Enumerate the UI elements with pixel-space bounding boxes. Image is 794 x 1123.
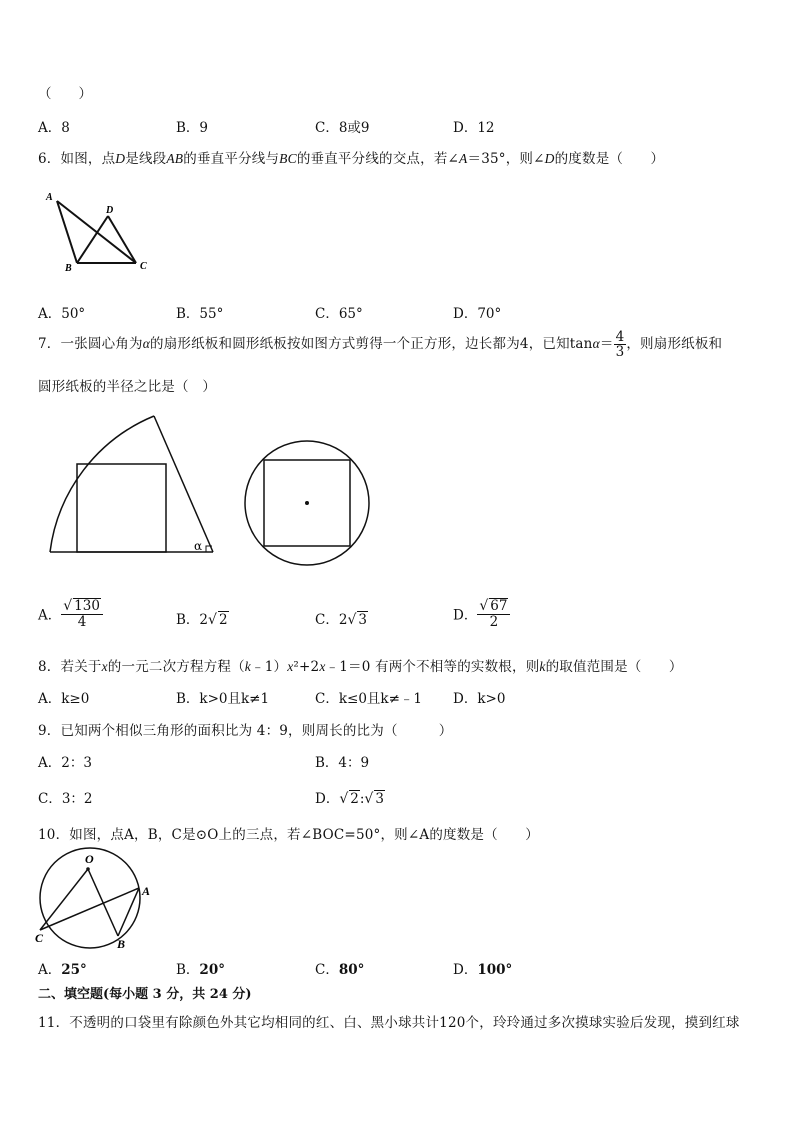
option-c — [315, 116, 370, 136]
var-a: A — [459, 151, 468, 166]
option-c — [315, 958, 364, 978]
q8-text: 的一元二次方程方程（ — [107, 659, 245, 675]
option-label: D． — [453, 607, 478, 624]
option-text: k>0 — [477, 691, 506, 707]
option-b — [176, 116, 208, 136]
var-x: x — [319, 659, 326, 674]
option-text: 55° — [199, 306, 224, 322]
q6-triangle-figure — [40, 188, 160, 278]
option-label: B． — [176, 306, 200, 322]
q7-text: 7．一张圆心角为 — [38, 336, 143, 353]
option-b — [315, 751, 369, 771]
option-label: C． — [315, 962, 339, 978]
q8-text: ﹣1） — [251, 659, 288, 675]
option-label: C． — [315, 612, 339, 628]
option-label: A． — [38, 607, 62, 624]
option-d — [453, 302, 501, 322]
option-text: 65° — [338, 306, 363, 322]
option-text: 100° — [477, 962, 513, 978]
option-text: 8或9 — [338, 120, 370, 136]
option-label: C． — [315, 306, 339, 322]
option-text: 25° — [61, 962, 87, 978]
option-label: C． — [315, 691, 339, 707]
radicand: 3 — [375, 791, 384, 807]
radicand: 2 — [350, 791, 359, 807]
option-text: 4：9 — [338, 755, 370, 771]
option-text: 50° — [61, 306, 86, 322]
option-d — [453, 958, 512, 978]
option-text: 3：2 — [61, 791, 93, 807]
option-label: A． — [38, 691, 62, 707]
option-a — [38, 958, 87, 978]
option-c — [315, 302, 363, 322]
radicand: 2 — [218, 612, 228, 628]
option-label: B． — [176, 120, 200, 136]
ratio-separator: : — [359, 791, 365, 807]
fraction-numerator: √ 67 — [477, 598, 510, 615]
radicand: 130 — [74, 598, 100, 614]
var-d: D — [544, 151, 555, 166]
label-b: B — [117, 937, 126, 951]
fraction-numerator: √ 130 — [61, 598, 103, 615]
label-alpha: α — [194, 539, 203, 553]
q6-text: 的垂直平分线的交点，若∠ — [296, 151, 460, 167]
q7-text: 的扇形纸板和圆形纸板按如图方式剪得一个正方形，边长都为4，已知tan — [150, 336, 593, 353]
section-title: 二、填空题(每小题 3 分，共 24 分) — [38, 987, 252, 1002]
q7-text: ，则扇形纸板和 — [626, 336, 723, 353]
option-a — [38, 687, 89, 707]
fraction-numerator: 4 — [615, 329, 625, 345]
q6-text: 6．如图，点 — [38, 151, 116, 167]
option-label: B． — [315, 755, 339, 771]
option-label: B． — [176, 962, 200, 978]
option-label: D． — [453, 306, 478, 322]
q7-question-line2: 圆形纸板的半径之比是（ ） — [38, 379, 217, 395]
label-o: O — [85, 852, 94, 866]
var-alpha: α — [592, 336, 600, 352]
option-a — [38, 116, 70, 136]
coefficient: 2 — [199, 612, 209, 628]
fraction-denominator: 2 — [489, 613, 499, 630]
option-text: 70° — [477, 306, 502, 322]
q10-question: 10．如图，点A，B，C是⊙O上的三点，若∠BOC=50°，则∠A的度数是（ ） — [38, 827, 539, 843]
option-label: A． — [38, 962, 62, 978]
option-label: B． — [176, 691, 200, 707]
fraction — [477, 598, 510, 629]
fraction-denominator: 3 — [615, 344, 625, 361]
option-c — [38, 787, 93, 807]
q5-paren: （ ） — [38, 86, 92, 102]
q6-question — [38, 147, 664, 167]
option-label: B． — [176, 612, 200, 628]
option-text: k≤0且k≠﹣1 — [338, 691, 423, 707]
fraction — [61, 598, 103, 629]
option-label: D． — [453, 962, 478, 978]
option-b — [176, 302, 223, 322]
var-k: k — [539, 659, 546, 674]
option-text: 12 — [477, 120, 495, 136]
option-text: 80° — [338, 962, 365, 978]
q6-text: 的度数是（ ） — [554, 151, 665, 167]
var-bc: BC — [279, 151, 297, 166]
option-text: 2：3 — [61, 755, 92, 771]
option-text: k≥0 — [61, 691, 90, 707]
option-d — [453, 687, 505, 707]
option-label: A． — [38, 306, 62, 322]
q8-text: 8．若关于 — [38, 659, 102, 675]
option-d: D．√ 2:√ 3 — [315, 791, 384, 807]
sector-figure — [40, 408, 220, 558]
option-label: D． — [315, 791, 340, 807]
q8-text: ²+2 — [293, 659, 320, 675]
option-label: A． — [38, 755, 62, 771]
option-b: B．2√ 2 — [176, 612, 228, 628]
circle-square-figure — [240, 438, 375, 573]
option-text: k>0且k≠1 — [199, 691, 270, 707]
label-c: C — [140, 261, 147, 272]
option-label: C． — [315, 120, 339, 136]
var-x: x — [101, 659, 108, 674]
fraction-denominator: 4 — [77, 613, 87, 630]
var-x: x — [287, 659, 294, 674]
var-alpha: α — [142, 336, 150, 352]
label-a: A — [46, 192, 53, 203]
var-k: k — [244, 659, 251, 674]
option-b — [176, 958, 225, 978]
option-a — [38, 751, 92, 771]
equals-sign: ＝ — [599, 336, 614, 353]
var-d: D — [115, 151, 126, 166]
label-b: B — [65, 263, 72, 274]
option-b — [176, 687, 269, 707]
label-d: D — [106, 205, 114, 216]
q9-question: 9．已知两个相似三角形的面积比为 4：9，则周长的比为（ ） — [38, 723, 453, 739]
option-c: C．2√ 3 — [315, 612, 367, 628]
option-text: 9 — [199, 120, 209, 136]
option-d — [453, 116, 495, 136]
q6-text: ＝35°，则∠ — [467, 151, 545, 167]
q6-text: 是线段 — [125, 151, 167, 167]
coefficient: 2 — [338, 612, 348, 628]
option-label: D． — [453, 120, 478, 136]
q8-question — [38, 655, 683, 675]
q10-circle-figure — [35, 848, 155, 951]
radicand: 3 — [358, 612, 367, 628]
q11-question: 11．不透明的口袋里有除颜色外其它均相同的红、白、黑小球共计120个，玲玲通过多次摸球实验后发现，摸到红球 — [38, 1015, 740, 1031]
q8-text: 的取值范围是（ ） — [545, 659, 683, 675]
q7-question-line1 — [38, 330, 722, 359]
tan-fraction — [614, 330, 627, 359]
option-text: 20° — [199, 962, 225, 978]
label-c: C — [35, 931, 44, 945]
q6-text: 的垂直平分线与 — [183, 151, 280, 167]
var-ab: AB — [166, 151, 184, 166]
option-text: 8 — [61, 120, 70, 136]
option-d — [453, 598, 510, 629]
radicand: 67 — [490, 598, 508, 614]
option-a — [38, 302, 85, 322]
option-label: D． — [453, 691, 478, 707]
option-c — [315, 687, 422, 707]
option-a — [38, 598, 103, 629]
q8-text: ﹣1＝0 有两个不相等的实数根，则 — [325, 659, 540, 675]
label-a: A — [142, 884, 151, 898]
option-label: A． — [38, 120, 62, 136]
option-label: C． — [38, 791, 62, 807]
